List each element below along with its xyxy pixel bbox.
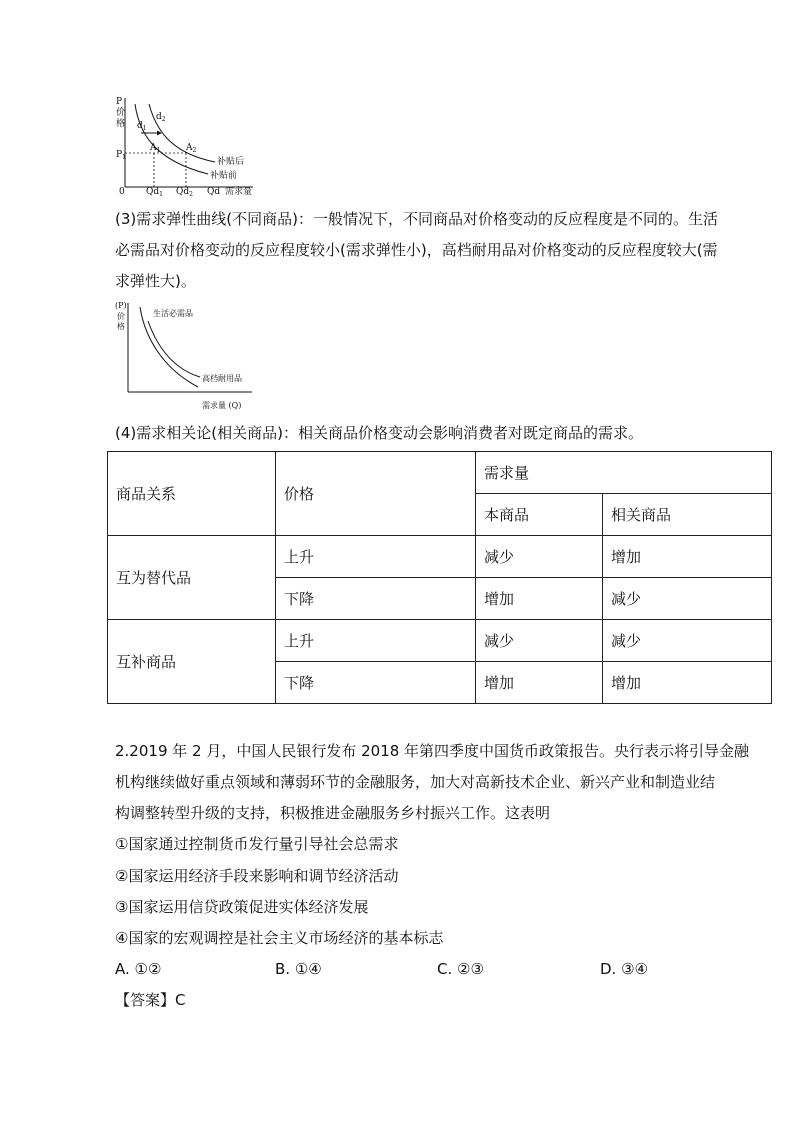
option-d: D. ③④ (600, 960, 648, 978)
statement-4: ④国家的宏观调控是社会主义市场经济的基本标志 (115, 929, 444, 947)
origin-label: 0 (119, 187, 125, 197)
this-good-cell: 减少 (476, 536, 603, 578)
y-axis-label-2: 格 (117, 322, 125, 331)
option-a: A. ①② (115, 960, 162, 978)
curve-after-label: 补贴后 (217, 157, 245, 167)
a1-label: $A_1$ (150, 143, 161, 154)
durable-label: 高档耐用品 (202, 374, 242, 383)
x-axis-label: 需求量 (Q) (202, 401, 242, 410)
elasticity-graph (112, 299, 262, 414)
option-b: B. ①④ (275, 960, 322, 978)
p1-label: $P_1$ (116, 150, 126, 161)
necessity-curve (140, 307, 198, 387)
statement-2: ②国家运用经济手段来影响和调节经济活动 (115, 867, 399, 885)
this-good-cell: 增加 (476, 662, 603, 704)
d1-label: $d_1$ (137, 121, 147, 132)
para3-line3: 求弹性大)。 (115, 272, 196, 290)
table-header-row (108, 452, 772, 494)
this-good-cell: 减少 (476, 620, 603, 662)
this-good-cell: 增加 (476, 578, 603, 620)
price-cell: 下降 (276, 662, 476, 704)
d2-label: $d_2$ (156, 112, 166, 123)
qd-label: Qd (207, 187, 221, 197)
question-line1: 2.2019 年 2 月，中国人民银行发布 2018 年第四季度中国货币政策报告。央行表示将引导金融 (115, 742, 750, 760)
a2-label: $A_2$ (186, 143, 197, 154)
header-relation: 商品关系 (108, 452, 276, 536)
necessity-label: 生活必需品 (153, 309, 193, 318)
statement-3: ③国家运用信贷政策促进实体经济发展 (115, 898, 369, 916)
header-this-good: 本商品 (476, 494, 603, 536)
header-price: 价格 (276, 452, 476, 536)
y-axis-label-1: 价 (116, 108, 126, 118)
para3-line1: (3)需求弹性曲线(不同商品)：一般情况下，不同商品对价格变动的反应程度是不同的。生活 (115, 210, 718, 228)
group-name: 互为替代品 (108, 536, 276, 620)
price-cell: 下降 (276, 578, 476, 620)
option-c: C. ②③ (437, 960, 484, 978)
question-line3: 构调整转型升级的支持，积极推进金融服务乡村振兴工作。这表明 (115, 804, 551, 822)
price-cell: 上升 (276, 536, 476, 578)
x-axis-label: 需求量 (225, 187, 253, 197)
para4: (4)需求相关论(相关商品)：相关商品价格变动会影响消费者对既定商品的需求。 (115, 424, 643, 442)
header-related-good: 相关商品 (603, 494, 772, 536)
header-demand: 需求量 (476, 452, 772, 494)
qd2-label: $Qd_2$ (176, 187, 193, 198)
related-good-cell: 增加 (603, 536, 772, 578)
table-row (108, 620, 772, 662)
related-good-cell: 减少 (603, 578, 772, 620)
demand-curve-d1 (135, 104, 208, 174)
related-good-cell: 增加 (603, 662, 772, 704)
y-axis-letter: P (116, 97, 123, 107)
subsidy-demand-graph (113, 92, 273, 200)
statement-1: ①国家通过控制货币发行量引导社会总需求 (115, 835, 399, 853)
question-line2: 机构继续做好重点领域和薄弱环节的金融服务，加大对高新技术企业、新兴产业和制造业结 (115, 773, 716, 791)
group-name: 互补商品 (108, 620, 276, 704)
para3-line2: 必需品对价格变动的反应程度较小(需求弹性小)，高档耐用品对价格变动的反应程度较大(需 (115, 241, 718, 259)
answer: 【答案】C (115, 991, 186, 1009)
table-row (108, 536, 772, 578)
y-axis-label-2: 格 (116, 119, 126, 129)
related-good-cell: 减少 (603, 620, 772, 662)
curve-before-label: 补贴前 (210, 171, 238, 181)
y-axis-letter: (P) (115, 301, 127, 310)
qd1-label: $Qd_1$ (146, 187, 163, 198)
y-axis-label-1: 价 (117, 312, 125, 321)
related-goods-table (107, 451, 772, 704)
price-cell: 上升 (276, 620, 476, 662)
